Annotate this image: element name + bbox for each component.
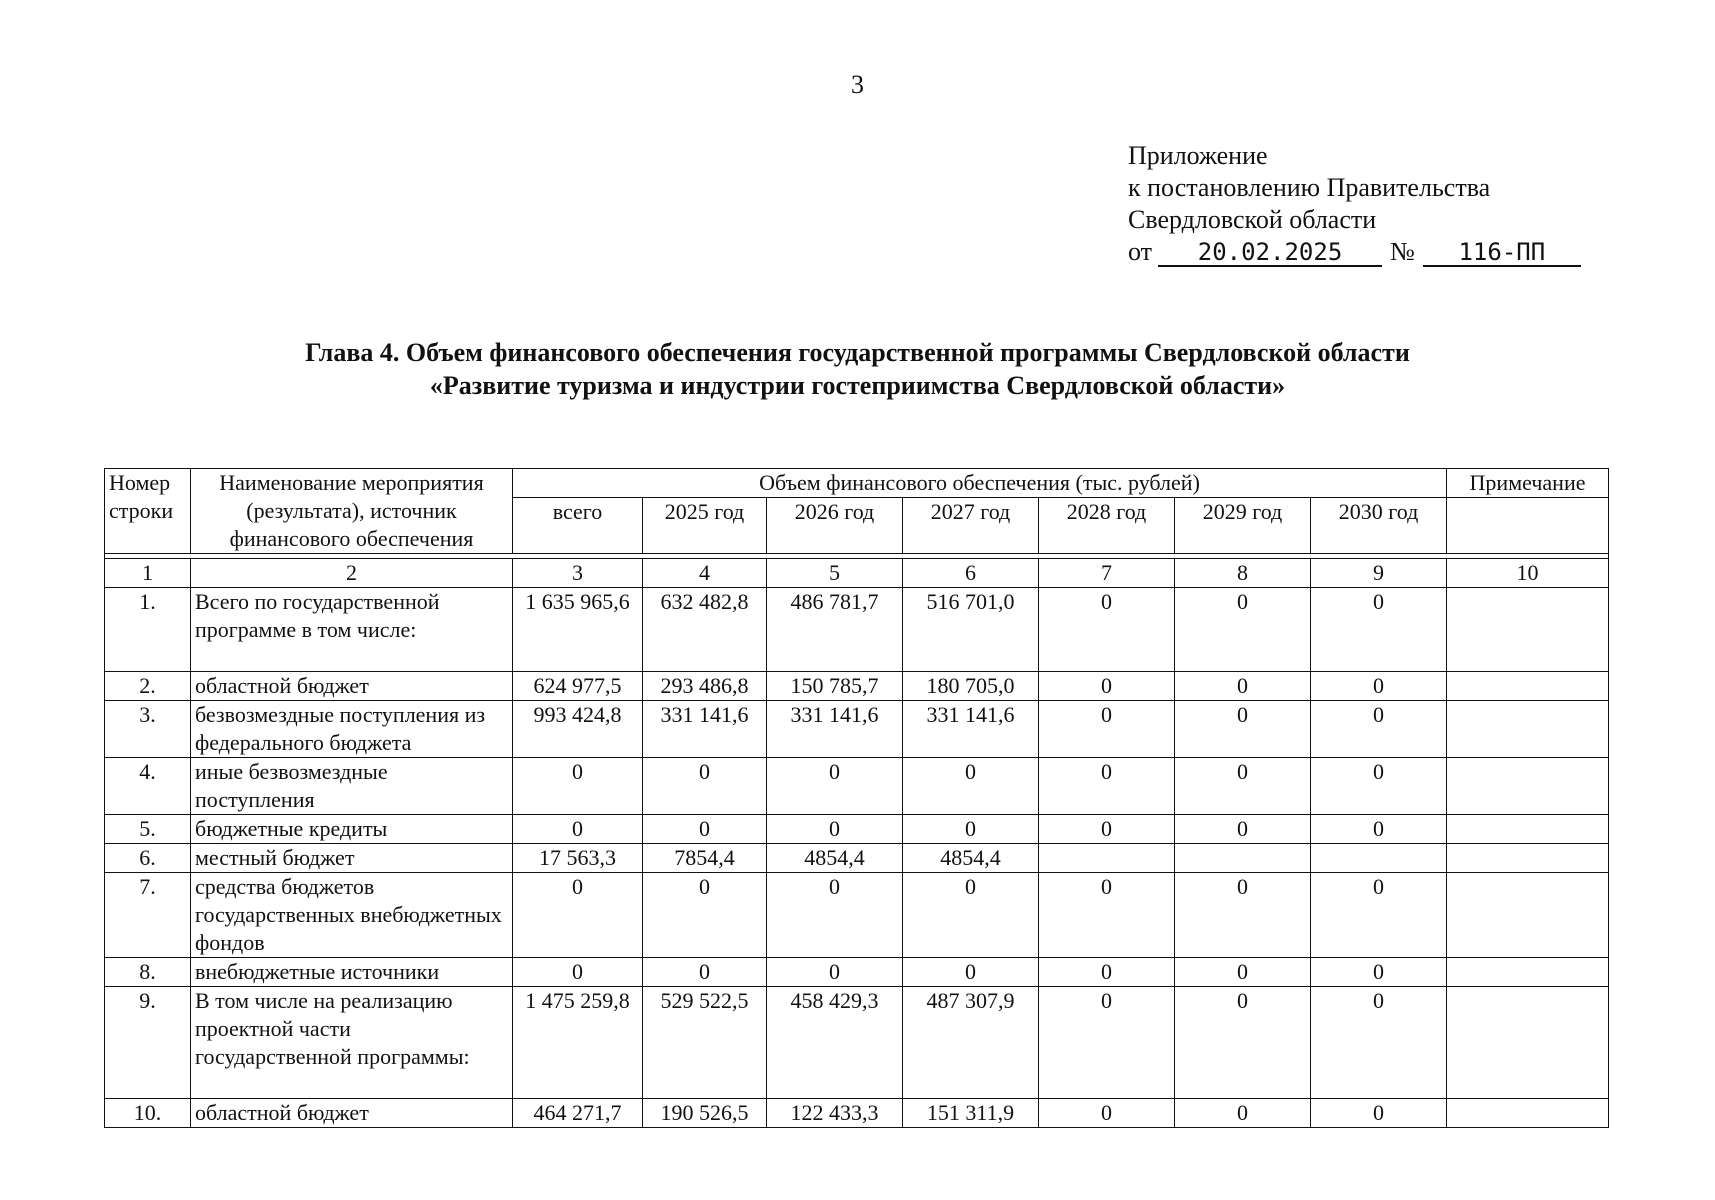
value-2025: 0 xyxy=(643,758,767,815)
table-row xyxy=(105,873,1609,958)
value-total: 464 271,7 xyxy=(513,1099,643,1128)
value-2029: 0 xyxy=(1175,987,1311,1099)
row-number: 5. xyxy=(105,815,191,844)
column-index: 2 xyxy=(191,559,513,588)
value-2025: 529 522,5 xyxy=(643,987,767,1099)
table-row xyxy=(105,815,1609,844)
value-note xyxy=(1447,958,1609,987)
header-2025: 2025 год xyxy=(643,498,767,554)
value-2026: 0 xyxy=(767,815,903,844)
value-2027: 0 xyxy=(903,873,1039,958)
value-2030: 0 xyxy=(1311,958,1447,987)
column-index: 1 xyxy=(105,559,191,588)
value-2028: 0 xyxy=(1039,987,1175,1099)
table-row xyxy=(105,958,1609,987)
value-2028: 0 xyxy=(1039,672,1175,701)
value-2030: 0 xyxy=(1311,987,1447,1099)
date-prefix: от xyxy=(1128,237,1153,266)
chapter-title: Глава 4. Объем финансового обеспечения государственной программы Свердловской области xyxy=(305,338,1410,367)
header-2026: 2026 год xyxy=(767,498,903,554)
value-2026: 4854,4 xyxy=(767,844,903,873)
value-2030: 0 xyxy=(1311,758,1447,815)
value-2030: 0 xyxy=(1311,588,1447,672)
value-2027: 331 141,6 xyxy=(903,701,1039,758)
value-note xyxy=(1447,987,1609,1099)
row-name: средства бюджетов государственных внебюджетных фондов xyxy=(191,873,513,958)
row-number: 9. xyxy=(105,987,191,1099)
value-2027: 516 701,0 xyxy=(903,588,1039,672)
value-note xyxy=(1447,844,1609,873)
value-2028: 0 xyxy=(1039,701,1175,758)
column-index: 9 xyxy=(1311,559,1447,588)
value-note xyxy=(1447,701,1609,758)
appendix-title: Приложение xyxy=(1128,141,1268,170)
appendix-decree-line: к постановлению Правительства xyxy=(1128,173,1491,202)
value-2029: 0 xyxy=(1175,1099,1311,1128)
value-2026: 122 433,3 xyxy=(767,1099,903,1128)
value-note xyxy=(1447,672,1609,701)
appendix-region-line: Свердловской области xyxy=(1128,205,1377,234)
value-note xyxy=(1447,588,1609,672)
value-2029 xyxy=(1175,844,1311,873)
value-2027: 180 705,0 xyxy=(903,672,1039,701)
value-2025: 293 486,8 xyxy=(643,672,767,701)
row-name: местный бюджет xyxy=(191,844,513,873)
value-2025: 0 xyxy=(643,873,767,958)
value-2030 xyxy=(1311,844,1447,873)
value-2028: 0 xyxy=(1039,873,1175,958)
value-2026: 458 429,3 xyxy=(767,987,903,1099)
row-number: 8. xyxy=(105,958,191,987)
table-row xyxy=(105,588,1609,672)
value-2029: 0 xyxy=(1175,958,1311,987)
value-2025: 0 xyxy=(643,815,767,844)
row-name: иные безвозмездные поступления xyxy=(191,758,513,815)
value-2029: 0 xyxy=(1175,672,1311,701)
value-2029: 0 xyxy=(1175,815,1311,844)
row-number: 3. xyxy=(105,701,191,758)
value-2026: 150 785,7 xyxy=(767,672,903,701)
value-2030: 0 xyxy=(1311,873,1447,958)
value-2027: 0 xyxy=(903,958,1039,987)
column-index: 4 xyxy=(643,559,767,588)
value-2026: 0 xyxy=(767,758,903,815)
row-number: 4. xyxy=(105,758,191,815)
value-2026: 0 xyxy=(767,958,903,987)
header-2028: 2028 год xyxy=(1039,498,1175,554)
value-2028: 0 xyxy=(1039,588,1175,672)
row-name: безвозмездные поступления из федерального бюджета xyxy=(191,701,513,758)
value-2026: 0 xyxy=(767,873,903,958)
column-index: 10 xyxy=(1447,559,1609,588)
value-total: 1 635 965,6 xyxy=(513,588,643,672)
value-2026: 486 781,7 xyxy=(767,588,903,672)
value-2028 xyxy=(1039,844,1175,873)
value-total: 0 xyxy=(513,873,643,958)
value-2027: 4854,4 xyxy=(903,844,1039,873)
table-row xyxy=(105,672,1609,701)
table-row xyxy=(105,1099,1609,1128)
header-2030: 2030 год xyxy=(1311,498,1447,554)
value-2029: 0 xyxy=(1175,701,1311,758)
column-index: 7 xyxy=(1039,559,1175,588)
table-row xyxy=(105,758,1609,815)
value-2028: 0 xyxy=(1039,1099,1175,1128)
column-index: 3 xyxy=(513,559,643,588)
row-name: В том числе на реализацию проектной части государственной программы: xyxy=(191,987,513,1099)
header-2027: 2027 год xyxy=(903,498,1039,554)
header-row-1 xyxy=(105,469,1609,498)
header-2029: 2029 год xyxy=(1175,498,1311,554)
page-number: 3 xyxy=(851,70,864,99)
value-2025: 632 482,8 xyxy=(643,588,767,672)
appendix-block xyxy=(1128,140,1581,268)
value-2026: 331 141,6 xyxy=(767,701,903,758)
value-2028: 0 xyxy=(1039,958,1175,987)
decree-date: 20.02.2025 xyxy=(1158,239,1382,267)
value-total: 993 424,8 xyxy=(513,701,643,758)
value-2028: 0 xyxy=(1039,815,1175,844)
value-2029: 0 xyxy=(1175,758,1311,815)
value-total: 0 xyxy=(513,815,643,844)
value-note xyxy=(1447,815,1609,844)
value-2027: 487 307,9 xyxy=(903,987,1039,1099)
value-total: 1 475 259,8 xyxy=(513,987,643,1099)
column-index: 8 xyxy=(1175,559,1311,588)
value-2027: 0 xyxy=(903,815,1039,844)
row-number: 10. xyxy=(105,1099,191,1128)
value-2030: 0 xyxy=(1311,815,1447,844)
value-2030: 0 xyxy=(1311,672,1447,701)
row-name: областной бюджет xyxy=(191,672,513,701)
value-note xyxy=(1447,873,1609,958)
header-note-blank xyxy=(1447,498,1609,554)
value-2028: 0 xyxy=(1039,758,1175,815)
value-2027: 151 311,9 xyxy=(903,1099,1039,1128)
column-index-row xyxy=(105,559,1609,588)
value-total: 17 563,3 xyxy=(513,844,643,873)
header-row-number: Номер строки xyxy=(105,469,191,554)
table-row xyxy=(105,987,1609,1099)
table-row xyxy=(105,844,1609,873)
value-2027: 0 xyxy=(903,758,1039,815)
value-2025: 190 526,5 xyxy=(643,1099,767,1128)
column-index: 5 xyxy=(767,559,903,588)
row-number: 2. xyxy=(105,672,191,701)
row-number: 6. xyxy=(105,844,191,873)
table-row xyxy=(105,701,1609,758)
value-total: 0 xyxy=(513,958,643,987)
value-note xyxy=(1447,758,1609,815)
value-2025: 7854,4 xyxy=(643,844,767,873)
row-name: областной бюджет xyxy=(191,1099,513,1128)
row-name: Всего по государственной программе в том числе: xyxy=(191,588,513,672)
header-note: Примечание xyxy=(1447,469,1609,498)
chapter-heading xyxy=(0,336,1715,402)
value-note xyxy=(1447,1099,1609,1128)
value-2030: 0 xyxy=(1311,1099,1447,1128)
row-name: бюджетные кредиты xyxy=(191,815,513,844)
value-2029: 0 xyxy=(1175,588,1311,672)
value-total: 0 xyxy=(513,758,643,815)
header-total: всего xyxy=(513,498,643,554)
row-number: 1. xyxy=(105,588,191,672)
header-name: Наименование мероприятия (результата), источник финансового обеспечения xyxy=(191,469,513,554)
column-index: 6 xyxy=(903,559,1039,588)
value-2030: 0 xyxy=(1311,701,1447,758)
row-name: внебюджетные источники xyxy=(191,958,513,987)
row-number: 7. xyxy=(105,873,191,958)
header-volume-group: Объем финансового обеспечения (тыс. рублей) xyxy=(513,469,1447,498)
decree-number: 116-ПП xyxy=(1423,239,1581,267)
value-2025: 0 xyxy=(643,958,767,987)
value-2025: 331 141,6 xyxy=(643,701,767,758)
appendix-date-line xyxy=(1128,236,1581,268)
value-2029: 0 xyxy=(1175,873,1311,958)
financing-table xyxy=(104,468,1609,1128)
number-prefix: № xyxy=(1390,237,1415,266)
value-total: 624 977,5 xyxy=(513,672,643,701)
program-name: «Развитие туризма и индустрии гостеприимства Свердловской области» xyxy=(429,371,1286,400)
